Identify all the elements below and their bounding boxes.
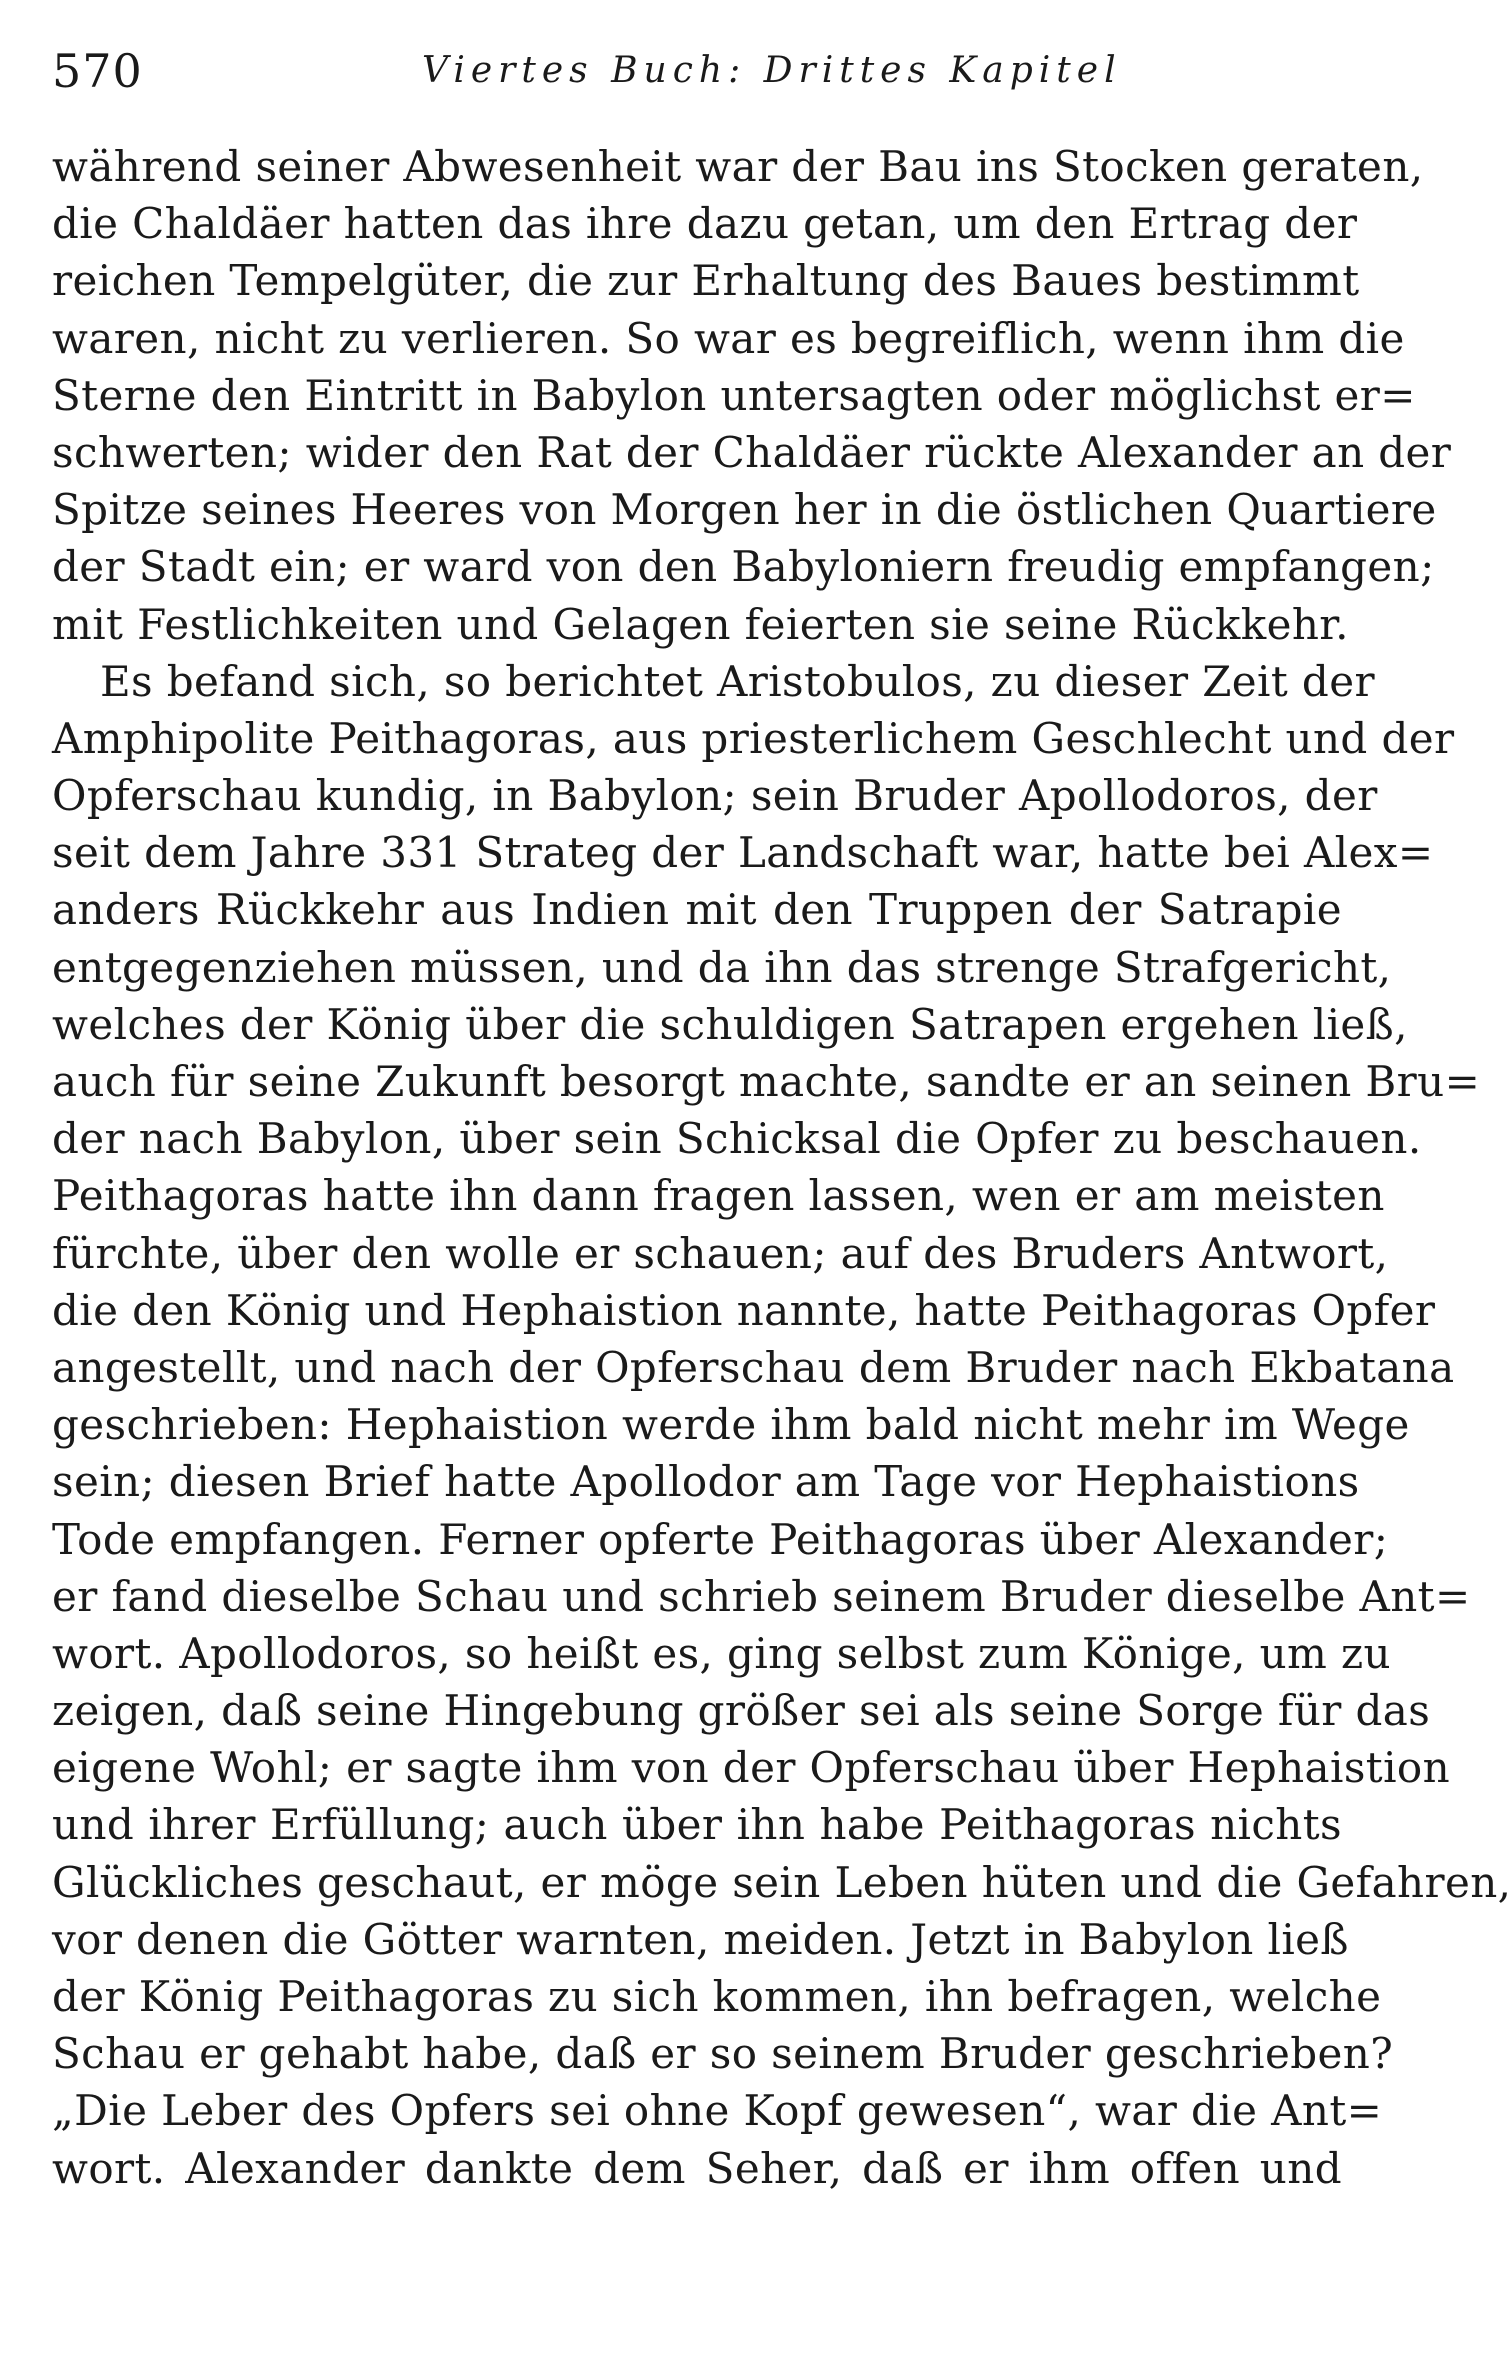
text-line: eigene Wohl; er sagte ihm von der Opferschau über Hephaistion bbox=[52, 1743, 1451, 1793]
text-line: Schau er gehabt habe, daß er so seinem Bruder geschrieben? bbox=[52, 2029, 1394, 2079]
text-line: anders Rückkehr aus Indien mit den Truppen der Satrapie bbox=[52, 885, 1342, 935]
page-header bbox=[52, 36, 1342, 106]
text-line: die Chaldäer hatten das ihre dazu getan, um den Ertrag der bbox=[52, 199, 1358, 249]
text-line: sein; diesen Brief hatte Apollodor am Tage vor Hephaistions bbox=[52, 1457, 1360, 1507]
text-line: er fand dieselbe Schau und schrieb seinem Bruder dieselbe Ant= bbox=[52, 1571, 1471, 1621]
text-line: Tode empfangen. Ferner opferte Peithagoras über Alexander; bbox=[52, 1514, 1389, 1564]
text-line: waren, nicht zu verlieren. So war es begreiflich, wenn ihm die bbox=[52, 313, 1405, 363]
text-line: wort. Apollodoros, so heißt es, ging selbst zum Könige, um zu bbox=[52, 1628, 1391, 1678]
text-line: der König Peithagoras zu sich kommen, ihn befragen, welche bbox=[52, 1972, 1382, 2021]
text-line: schwerten; wider den Rat der Chaldäer rückte Alexander an der bbox=[52, 427, 1452, 477]
text-line: angestellt, und nach der Opferschau dem Bruder nach Ekbatana bbox=[52, 1342, 1455, 1392]
text-line: Peithagoras hatte ihn dann fragen lassen, wen er am meisten bbox=[52, 1171, 1385, 1221]
text-line: Es befand sich, so berichtet Aristobulos, zu dieser Zeit der bbox=[100, 656, 1375, 706]
text-line: mit Festlichkeiten und Gelagen feierten sie seine Rückkehr. bbox=[52, 599, 1349, 649]
text-line: reichen Tempelgüter, die zur Erhaltung des Baues bestimmt bbox=[52, 256, 1360, 306]
text-line: der nach Babylon, über sein Schicksal die Opfer zu beschauen. bbox=[52, 1114, 1422, 1164]
text-line: auch für seine Zukunft besorgt machte, sandte er an seinen Bru= bbox=[52, 1057, 1481, 1106]
text-line: die den König und Hephaistion nannte, hatte Peithagoras Opfer bbox=[52, 1285, 1436, 1335]
text-line: und ihrer Erfüllung; auch über ihn habe Peithagoras nichts bbox=[52, 1800, 1342, 1850]
text-line: fürchte, über den wolle er schauen; auf des Bruders Antwort, bbox=[52, 1228, 1389, 1278]
body-text bbox=[52, 138, 1511, 2197]
page-number: 570 bbox=[52, 44, 143, 98]
text-line: der Stadt ein; er ward von den Babyloniern freudig empfangen; bbox=[52, 542, 1435, 592]
text-line: welches der König über die schuldigen Satrapen ergehen ließ, bbox=[52, 999, 1408, 1049]
text-line: geschrieben: Hephaistion werde ihm bald nicht mehr im Wege bbox=[52, 1400, 1410, 1450]
text-line: zeigen, daß seine Hingebung größer sei als seine Sorge für das bbox=[52, 1686, 1431, 1736]
text-line: Sterne den Eintritt in Babylon untersagten oder möglichst er= bbox=[52, 370, 1416, 420]
text-line: entgegenziehen müssen, und da ihn das strenge Strafgericht, bbox=[52, 942, 1392, 992]
text-line: Opferschau kundig, in Babylon; sein Bruder Apollodoros, der bbox=[52, 771, 1378, 821]
running-head: Viertes Buch: Drittes Kapitel bbox=[422, 50, 1122, 91]
text-line: Spitze seines Heeres von Morgen her in die östlichen Quartiere bbox=[52, 485, 1437, 535]
text-line: Glückliches geschaut, er möge sein Leben hüten und die Gefahren, bbox=[52, 1857, 1511, 1907]
text-line: wort. Alexander dankte dem Seher, daß er ihm offen und bbox=[52, 2143, 1342, 2193]
text-line: seit dem Jahre 331 Strateg der Landschaft war, hatte bei Alex= bbox=[52, 828, 1434, 878]
text-line: vor denen die Götter warnten, meiden. Jetzt in Babylon ließ bbox=[52, 1914, 1349, 1964]
text-line: während seiner Abwesenheit war der Bau ins Stocken geraten, bbox=[52, 142, 1424, 191]
text-line: „Die Leber des Opfers sei ohne Kopf gewesen“, war die Ant= bbox=[52, 2086, 1383, 2136]
text-line: Amphipolite Peithagoras, aus priesterlichem Geschlecht und der bbox=[52, 713, 1455, 763]
